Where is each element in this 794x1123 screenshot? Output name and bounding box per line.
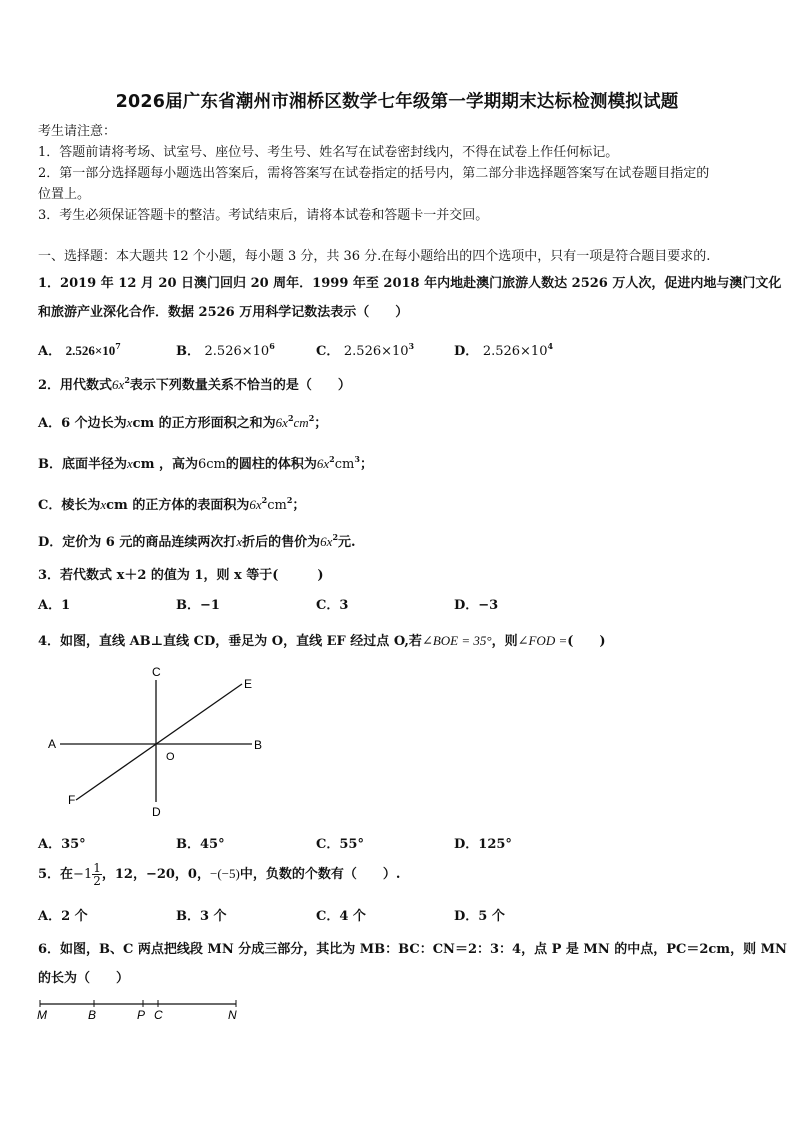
q3-option-b[interactable]: B．−1 <box>176 598 220 613</box>
q2-option-a[interactable]: A．6 个边长为xcm 的正方形面积之和为$6x^2cm^2$； <box>38 413 328 431</box>
q5-option-c[interactable]: C．4 个 <box>316 909 366 924</box>
q2-option-b[interactable]: B．底面半径为xcm ，高为6cm的圆柱的体积为$6x^2cm^3$； <box>38 454 373 472</box>
notice-heading: 考生请注意： <box>38 124 117 139</box>
label-n: N <box>228 1008 237 1022</box>
option-value: 2.526×10 <box>482 344 548 359</box>
line-ef <box>76 684 242 800</box>
notice-item: 2．第一部分选择题每小题选出答案后，需将答案写在试卷指定的括号内，第二部分非选择题答案写在试卷题目指定的 <box>38 166 710 181</box>
label-m: M <box>37 1008 47 1022</box>
option-exponent: 7 <box>115 341 121 351</box>
label-f: F <box>68 793 76 807</box>
q3-option-c[interactable]: C．3 <box>316 598 349 613</box>
page-title: 2026届广东省潮州市湘桥区数学七年级第一学期期末达标检测模拟试题 <box>115 92 679 112</box>
section-heading: 一、选择题：本大题共 12 个小题，每小题 3 分，共 36 分.在每小题给出的四个选项中，只有一项是符合题目要求的. <box>38 249 711 264</box>
label-p: P <box>137 1008 146 1022</box>
q3-option-d[interactable]: D．−3 <box>454 598 499 613</box>
label-c: C <box>154 1008 163 1022</box>
q4-option-b[interactable]: B．45° <box>176 837 225 852</box>
question-3-stem: 3．若代数式 x＋2 的值为 1，则 x 等于( ) <box>38 568 324 583</box>
question-6-stem: 6．如图，B、C 两点把线段 MN 分成三部分，其比为 MB：BC：CN＝2：3：4，点 P 是 MN 的中点，PC＝2cm，则 MN <box>38 942 787 957</box>
q3-option-a[interactable]: A．1 <box>38 598 71 613</box>
notice-item: 1．答题前请将考场、试室号、座位号、考生号、姓名写在试卷密封线内，不得在试卷上作任何标记。 <box>38 145 619 160</box>
label-e: E <box>244 677 253 691</box>
option-label: D． <box>454 344 479 359</box>
question-5-stem: 5．在−1 $\frac{1}{2}$ ，12，−20，0，−(−5)中，负数的个数有（ ）. <box>38 861 401 888</box>
q4-figure <box>40 660 280 820</box>
option-label: B． <box>176 344 200 359</box>
q6-figure <box>36 996 246 1026</box>
notice-item: 位置上。 <box>38 187 91 202</box>
option-value: 2.526×10 <box>65 343 116 358</box>
fraction: $\frac{1}{2}$ <box>93 861 101 888</box>
q4-option-a[interactable]: A．35° <box>38 837 86 852</box>
question-2-stem: 2．用代数式$6x^2$表示下列数量关系不恰当的是（ ） <box>38 375 351 393</box>
option-exponent: 3 <box>408 341 415 351</box>
question-4-stem: 4．如图，直线 AB⊥直线 CD，垂足为 O，直线 EF 经过点 O,若∠BOE = 35°，则∠FOD =( ) <box>38 633 606 649</box>
label-o: O <box>166 751 175 763</box>
q2-option-d[interactable]: D．定价为 6 元的商品连续两次打x折后的售价为$6x^2$元. <box>38 532 356 550</box>
label-d: D <box>152 805 161 819</box>
option-exponent: 4 <box>547 341 554 351</box>
label-c: C <box>152 665 161 679</box>
label-b: B <box>254 738 263 752</box>
q4-option-d[interactable]: D．125° <box>454 837 512 852</box>
label-a: A <box>48 737 57 751</box>
question-1-stem-cont: 和旅游产业深化合作．数据 2526 万用科学记数法表示（ ） <box>38 305 409 320</box>
q5-option-a[interactable]: A．2 个 <box>38 909 88 924</box>
question-6-stem-cont: 的长为（ ） <box>38 971 130 986</box>
q5-option-b[interactable]: B．3 个 <box>176 909 227 924</box>
q1-option-a[interactable] <box>38 340 121 359</box>
notice-item: 3．考生必须保证答题卡的整洁。考试结束后，请将本试卷和答题卡一并交回。 <box>38 208 489 223</box>
option-label: C． <box>316 344 340 359</box>
q2-option-c[interactable]: C．棱长为xcm 的正方体的表面积为$6x^2cm^2$； <box>38 495 306 513</box>
q4-option-c[interactable]: C．55° <box>316 837 364 852</box>
q1-option-d[interactable] <box>454 340 553 359</box>
question-1-stem: 1．2019 年 12 月 20 日澳门回归 20 周年．1999 年至 2018 年内地赴澳门旅游人数达 2526 万人次，促进内地与澳门文化 <box>38 276 782 291</box>
q1-option-c[interactable] <box>316 340 414 359</box>
option-value: 2.526×10 <box>204 344 270 359</box>
option-label: A． <box>38 344 62 359</box>
option-value: 2.526×10 <box>343 344 409 359</box>
q1-option-b[interactable] <box>176 340 275 359</box>
q5-option-d[interactable]: D．5 个 <box>454 909 505 924</box>
option-exponent: 6 <box>269 341 275 351</box>
label-b: B <box>88 1008 97 1022</box>
